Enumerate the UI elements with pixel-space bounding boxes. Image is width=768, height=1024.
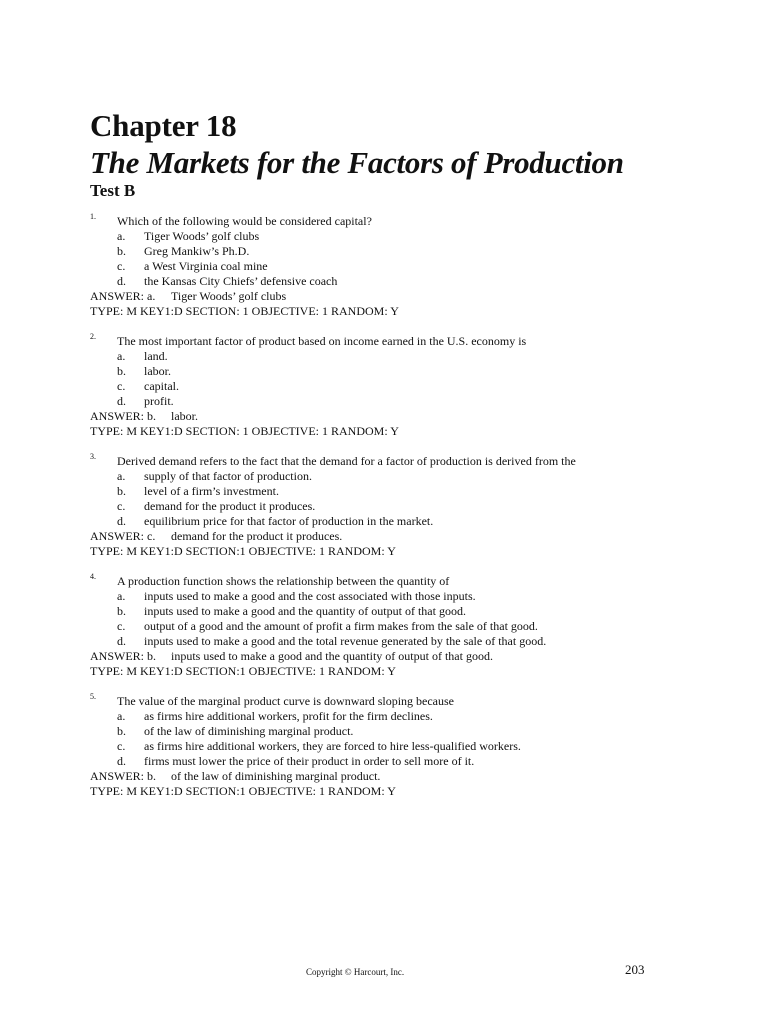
option-text: as firms hire additional workers, they are forced to hire less-qualified workers. bbox=[144, 739, 521, 753]
answer-line bbox=[90, 529, 690, 544]
type-metadata-line: TYPE: M KEY1:D SECTION:1 OBJECTIVE: 1 RANDOM: Y bbox=[90, 664, 396, 678]
question-text: Which of the following would be considered capital? bbox=[117, 214, 372, 228]
answer-option bbox=[90, 619, 690, 634]
answer-line bbox=[90, 289, 690, 304]
answer-text: of the law of diminishing marginal product. bbox=[171, 769, 381, 783]
answer-option bbox=[90, 229, 690, 244]
option-letter: a. bbox=[117, 349, 126, 363]
question-stem bbox=[90, 694, 690, 709]
answer-label: ANSWER: c. bbox=[90, 529, 156, 543]
option-letter: c. bbox=[117, 379, 126, 393]
answer-label: ANSWER: b. bbox=[90, 649, 156, 663]
question-list bbox=[90, 214, 690, 814]
question-stem bbox=[90, 334, 690, 349]
answer-option bbox=[90, 259, 690, 274]
type-metadata-line: TYPE: M KEY1:D SECTION:1 OBJECTIVE: 1 RANDOM: Y bbox=[90, 544, 396, 558]
type-metadata-line: TYPE: M KEY1:D SECTION:1 OBJECTIVE: 1 RANDOM: Y bbox=[90, 784, 396, 798]
copyright-notice: Copyright © Harcourt, Inc. bbox=[306, 967, 405, 977]
answer-option bbox=[90, 349, 690, 364]
question-number: 2. bbox=[90, 332, 96, 341]
question-text: The value of the marginal product curve is downward sloping because bbox=[117, 694, 455, 708]
option-text: of the law of diminishing marginal product. bbox=[144, 724, 354, 738]
option-text: equilibrium price for that factor of production in the market. bbox=[144, 514, 434, 528]
answer-text: Tiger Woods’ golf clubs bbox=[171, 289, 287, 303]
answer-option bbox=[90, 364, 690, 379]
type-metadata-line: TYPE: M KEY1:D SECTION: 1 OBJECTIVE: 1 RANDOM: Y bbox=[90, 304, 399, 318]
answer-option bbox=[90, 754, 690, 769]
option-text: inputs used to make a good and the cost associated with those inputs. bbox=[144, 589, 476, 603]
option-letter: d. bbox=[117, 394, 126, 408]
option-letter: b. bbox=[117, 604, 126, 618]
option-letter: c. bbox=[117, 619, 126, 633]
question-number: 4. bbox=[90, 572, 96, 581]
answer-option bbox=[90, 469, 690, 484]
question-item bbox=[90, 214, 690, 319]
answer-option bbox=[90, 514, 690, 529]
question-number: 5. bbox=[90, 692, 96, 701]
answer-option bbox=[90, 739, 690, 754]
answer-text: inputs used to make a good and the quantity of output of that good. bbox=[171, 649, 493, 663]
option-text: supply of that factor of production. bbox=[144, 469, 312, 483]
option-letter: d. bbox=[117, 754, 126, 768]
option-text: inputs used to make a good and the quantity of output of that good. bbox=[144, 604, 466, 618]
option-text: firms must lower the price of their product in order to sell more of it. bbox=[144, 754, 475, 768]
answer-option bbox=[90, 394, 690, 409]
answer-label: ANSWER: b. bbox=[90, 769, 156, 783]
option-letter: a. bbox=[117, 469, 126, 483]
answer-line bbox=[90, 769, 690, 784]
option-letter: b. bbox=[117, 364, 126, 378]
answer-option bbox=[90, 484, 690, 499]
chapter-title: Chapter 18 bbox=[90, 108, 237, 143]
option-text: a West Virginia coal mine bbox=[144, 259, 268, 273]
option-letter: c. bbox=[117, 739, 126, 753]
chapter-subtitle: The Markets for the Factors of Production bbox=[90, 145, 624, 180]
option-letter: a. bbox=[117, 589, 126, 603]
option-text: as firms hire additional workers, profit for the firm declines. bbox=[144, 709, 433, 723]
question-text: A production function shows the relationship between the quantity of bbox=[117, 574, 450, 588]
question-stem bbox=[90, 574, 690, 589]
type-metadata-line: TYPE: M KEY1:D SECTION: 1 OBJECTIVE: 1 RANDOM: Y bbox=[90, 424, 399, 438]
test-title: Test B bbox=[90, 181, 136, 200]
answer-option bbox=[90, 709, 690, 724]
answer-text: labor. bbox=[171, 409, 198, 423]
question-item bbox=[90, 334, 690, 439]
answer-line bbox=[90, 649, 690, 664]
option-text: level of a firm’s investment. bbox=[144, 484, 279, 498]
option-letter: a. bbox=[117, 709, 126, 723]
option-letter: b. bbox=[117, 484, 126, 498]
question-text: Derived demand refers to the fact that the demand for a factor of production is derived from the bbox=[117, 454, 576, 468]
answer-option bbox=[90, 274, 690, 289]
option-letter: b. bbox=[117, 724, 126, 738]
answer-line bbox=[90, 409, 690, 424]
answer-option bbox=[90, 499, 690, 514]
option-letter: c. bbox=[117, 499, 126, 513]
question-number: 1. bbox=[90, 212, 96, 221]
option-text: Tiger Woods’ golf clubs bbox=[144, 229, 260, 243]
answer-label: ANSWER: a. bbox=[90, 289, 156, 303]
option-text: inputs used to make a good and the total revenue generated by the sale of that good. bbox=[144, 634, 547, 648]
option-text: labor. bbox=[144, 364, 171, 378]
option-text: profit. bbox=[144, 394, 174, 408]
answer-text: demand for the product it produces. bbox=[171, 529, 343, 543]
answer-option bbox=[90, 379, 690, 394]
option-letter: d. bbox=[117, 274, 126, 288]
option-text: output of a good and the amount of profit a firm makes from the sale of that good. bbox=[144, 619, 538, 633]
option-text: capital. bbox=[144, 379, 179, 393]
question-number: 3. bbox=[90, 452, 96, 461]
answer-option bbox=[90, 724, 690, 739]
option-text: the Kansas City Chiefs’ defensive coach bbox=[144, 274, 338, 288]
question-item bbox=[90, 454, 690, 559]
question-item bbox=[90, 574, 690, 679]
answer-option bbox=[90, 634, 690, 649]
page-number: 203 bbox=[625, 962, 645, 977]
option-text: Greg Mankiw’s Ph.D. bbox=[144, 244, 250, 258]
option-text: land. bbox=[144, 349, 168, 363]
answer-option bbox=[90, 604, 690, 619]
answer-option bbox=[90, 589, 690, 604]
question-item bbox=[90, 694, 690, 799]
option-letter: d. bbox=[117, 514, 126, 528]
answer-label: ANSWER: b. bbox=[90, 409, 156, 423]
option-text: demand for the product it produces. bbox=[144, 499, 316, 513]
option-letter: c. bbox=[117, 259, 126, 273]
answer-option bbox=[90, 244, 690, 259]
question-stem bbox=[90, 214, 690, 229]
option-letter: d. bbox=[117, 634, 126, 648]
question-stem bbox=[90, 454, 690, 469]
option-letter: a. bbox=[117, 229, 126, 243]
option-letter: b. bbox=[117, 244, 126, 258]
question-text: The most important factor of product based on income earned in the U.S. economy is bbox=[117, 334, 527, 348]
